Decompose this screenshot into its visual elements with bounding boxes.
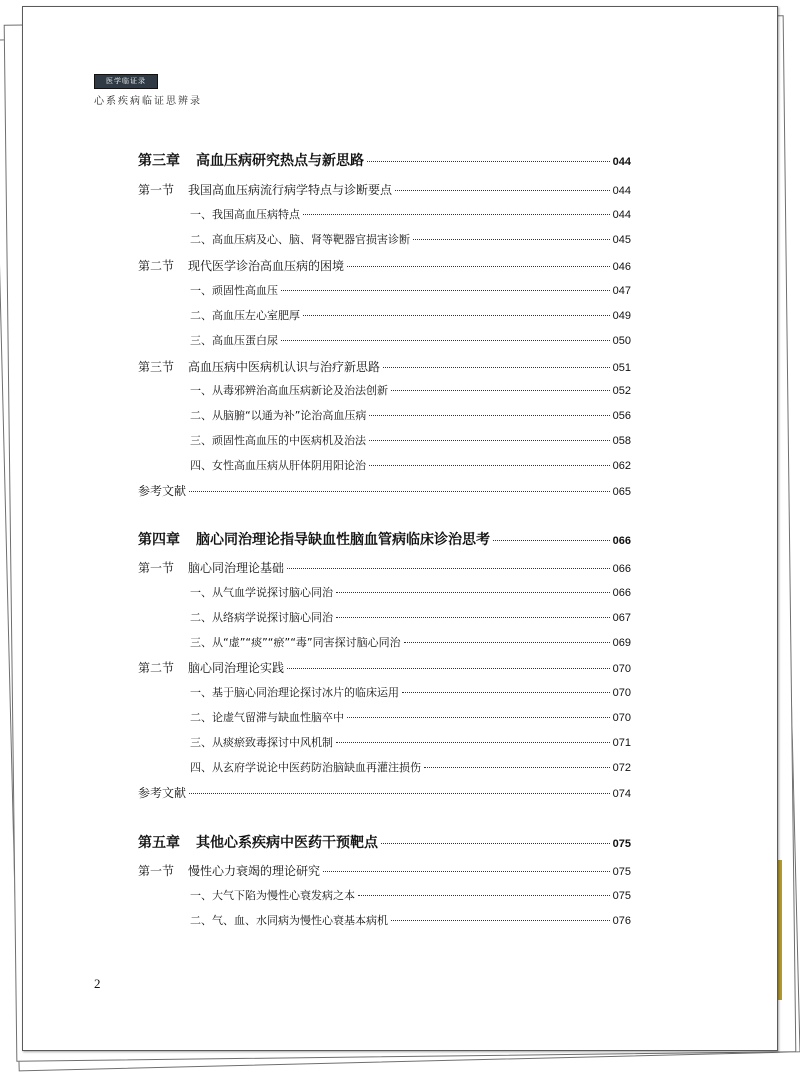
toc-entry-page: 044 xyxy=(612,209,631,221)
toc-entry-page: 050 xyxy=(612,335,631,347)
dot-leader xyxy=(391,920,610,921)
toc-entry-title: 脑心同治理论指导缺血性脑血管病临床诊治思考 xyxy=(196,532,490,548)
toc-entry-title: 一、从气血学说探讨脑心同治 xyxy=(190,586,333,599)
toc-entry-page: 074 xyxy=(612,788,631,800)
toc-entry-title: 四、女性高血压病从肝体阴用阳论治 xyxy=(190,459,366,472)
toc-entry-ref[interactable] xyxy=(138,784,631,801)
toc-entry-sub[interactable] xyxy=(190,432,631,448)
toc-entry-label xyxy=(138,784,186,801)
toc-entry-title: 三、顽固性高血压的中医病机及治法 xyxy=(190,434,366,447)
toc-entry-sub[interactable] xyxy=(190,407,631,423)
toc-entry-sub[interactable] xyxy=(190,206,631,222)
toc-entry-title: 慢性心力衰竭的理论研究 xyxy=(188,864,321,878)
toc-entry-title: 脑心同治理论实践 xyxy=(188,661,285,675)
toc-entry-label xyxy=(190,912,388,928)
toc-entry-page: 045 xyxy=(612,234,631,246)
toc-entry-chapter[interactable] xyxy=(138,832,631,852)
toc-entry-label xyxy=(138,257,344,274)
dot-leader xyxy=(347,717,610,718)
toc-entry-label xyxy=(138,150,364,170)
page-number: 2 xyxy=(94,976,101,991)
toc-entry-title: 二、高血压左心室肥厚 xyxy=(190,309,300,322)
toc-entry-sub[interactable] xyxy=(190,307,631,323)
toc-entry-title: 现代医学诊治高血压病的困境 xyxy=(188,259,345,273)
toc-entry-section[interactable] xyxy=(138,358,631,375)
toc-entry-page: 075 xyxy=(612,866,631,878)
toc-entry-title: 二、论虚气留滞与缺血性脑卒中 xyxy=(190,711,344,724)
toc-entry-section[interactable] xyxy=(138,181,631,198)
toc-entry-label xyxy=(190,332,278,348)
toc-entry-number: 第一节 xyxy=(138,864,175,878)
dot-leader xyxy=(402,692,610,693)
toc-entry-sub[interactable] xyxy=(190,382,631,398)
series-logo: 医学临证录 xyxy=(94,74,158,89)
dot-leader xyxy=(369,465,610,466)
dot-leader xyxy=(281,340,610,341)
toc-entry-title: 二、气、血、水同病为慢性心衰基本病机 xyxy=(190,914,388,927)
toc-entry-page: 052 xyxy=(612,385,631,397)
toc-entry-page: 072 xyxy=(612,762,631,774)
dot-leader xyxy=(336,742,610,743)
toc-entry-number: 第三章 xyxy=(138,153,180,169)
toc-entry-label xyxy=(190,231,410,247)
toc-entry-page: 069 xyxy=(612,637,631,649)
dot-leader xyxy=(381,843,610,844)
toc-entry-label xyxy=(190,584,333,600)
toc-entry-title: 高血压病研究热点与新思路 xyxy=(196,153,364,169)
toc-entry-number: 第四章 xyxy=(138,532,180,548)
toc-entry-label xyxy=(138,181,392,198)
toc-entry-page: 075 xyxy=(612,838,631,850)
toc-entry-ref[interactable] xyxy=(138,482,631,499)
toc-entry-page: 044 xyxy=(612,185,631,197)
toc-entry-sub[interactable] xyxy=(190,231,631,247)
toc-entry-label xyxy=(138,529,490,549)
dot-leader xyxy=(323,871,610,872)
toc-entry-label xyxy=(138,862,320,879)
toc-entry-page: 067 xyxy=(612,612,631,624)
dot-leader xyxy=(303,315,610,316)
toc-entry-title: 三、高血压蛋白尿 xyxy=(190,334,278,347)
toc-entry-title: 我国高血压病流行病学特点与诊断要点 xyxy=(188,183,393,197)
toc-entry-title: 一、基于脑心同治理论探讨冰片的临床运用 xyxy=(190,686,399,699)
toc-entry-label xyxy=(138,832,378,852)
toc-entry-number: 第三节 xyxy=(138,360,175,374)
toc-entry-label xyxy=(190,634,401,650)
toc-entry-title: 脑心同治理论基础 xyxy=(188,561,285,575)
toc-entry-title: 其他心系疾病中医药干预靶点 xyxy=(196,835,378,851)
book-title: 心系疾病临证思辨录 xyxy=(94,96,202,107)
toc-entry-title: 三、从“虚”“痰”“瘀”“毒”同害探讨脑心同治 xyxy=(190,636,401,649)
toc-entry-number: 第一节 xyxy=(138,183,175,197)
toc-entry-label xyxy=(190,684,399,700)
dot-leader xyxy=(367,161,610,162)
toc-entry-sub[interactable] xyxy=(190,609,631,625)
dot-leader xyxy=(189,491,610,492)
toc-entry-title: 二、从脑腑“以通为补”论治高血压病 xyxy=(190,409,367,422)
toc-entry-label xyxy=(190,609,333,625)
toc-entry-sub[interactable] xyxy=(190,684,631,700)
toc-entry-page: 075 xyxy=(612,890,631,902)
dot-leader xyxy=(413,239,610,240)
dot-leader xyxy=(336,617,610,618)
toc-entry-number: 第二节 xyxy=(138,259,175,273)
dot-leader xyxy=(369,440,610,441)
toc-entry-page: 071 xyxy=(612,737,631,749)
toc-entry-title: 一、顽固性高血压 xyxy=(190,284,278,297)
toc-entry-label xyxy=(190,382,388,398)
dot-leader xyxy=(404,642,610,643)
toc-entry-label xyxy=(138,559,284,576)
toc-entry-sub[interactable] xyxy=(190,912,631,928)
toc-entry-page: 062 xyxy=(612,460,631,472)
toc-entry-label xyxy=(138,482,186,499)
toc-entry-label xyxy=(190,432,366,448)
toc-entry-section[interactable] xyxy=(138,559,631,576)
toc-entry-page: 044 xyxy=(612,156,631,168)
toc-entry-label xyxy=(190,734,333,750)
toc-entry-title: 二、从络病学说探讨脑心同治 xyxy=(190,611,333,624)
toc-entry-page: 058 xyxy=(612,435,631,447)
toc-entry-sub[interactable] xyxy=(190,457,631,473)
toc-entry-label xyxy=(190,709,344,725)
toc-entry-label xyxy=(138,659,284,676)
toc-entry-sub[interactable] xyxy=(190,709,631,725)
dot-leader xyxy=(287,668,610,669)
toc-entry-chapter[interactable] xyxy=(138,529,631,549)
toc-entry-page: 066 xyxy=(612,535,631,547)
toc-entry-title: 参考文献 xyxy=(138,484,187,498)
dot-leader xyxy=(358,895,610,896)
dot-leader xyxy=(395,190,610,191)
dot-leader xyxy=(383,367,610,368)
dot-leader xyxy=(303,214,610,215)
toc-entry-label xyxy=(190,407,366,423)
toc-entry-sub[interactable] xyxy=(190,887,631,903)
toc-entry-label xyxy=(138,358,380,375)
toc-entry-label xyxy=(190,759,421,775)
toc-entry-title: 三、从痰瘀致毒探讨中风机制 xyxy=(190,736,333,749)
toc-entry-title: 高血压病中医病机认识与治疗新思路 xyxy=(188,360,381,374)
toc-entry-title: 一、从毒邪辨治高血压病新论及治法创新 xyxy=(190,384,388,397)
toc-entry-page: 070 xyxy=(612,712,631,724)
dot-leader xyxy=(369,415,609,416)
toc-entry-label xyxy=(190,206,300,222)
toc-entry-sub[interactable] xyxy=(190,584,631,600)
toc-entry-sub[interactable] xyxy=(190,634,631,650)
dot-leader xyxy=(347,266,610,267)
toc-entry-sub[interactable] xyxy=(190,332,631,348)
toc-entry-section[interactable] xyxy=(138,257,631,274)
toc-entry-page: 076 xyxy=(612,915,631,927)
toc-entry-page: 066 xyxy=(612,587,631,599)
dot-leader xyxy=(287,568,610,569)
toc-entry-sub[interactable] xyxy=(190,734,631,750)
toc-entry-page: 056 xyxy=(612,410,631,422)
toc-entry-label xyxy=(190,887,355,903)
toc-entry-chapter[interactable] xyxy=(138,150,631,170)
toc-entry-title: 四、从玄府学说论中医药防治脑缺血再灌注损伤 xyxy=(190,761,421,774)
dot-leader xyxy=(281,290,610,291)
toc-entry-page: 065 xyxy=(612,486,631,498)
toc-entry-section[interactable] xyxy=(138,862,631,879)
dot-leader xyxy=(336,592,610,593)
toc-entry-title: 参考文献 xyxy=(138,786,187,800)
toc-entry-label xyxy=(190,282,278,298)
toc-entry-title: 二、高血压病及心、脑、肾等靶器官损害诊断 xyxy=(190,233,410,246)
toc-entry-number: 第一节 xyxy=(138,561,175,575)
toc-entry-title: 一、我国高血压病特点 xyxy=(190,208,300,221)
toc-entry-section[interactable] xyxy=(138,659,631,676)
toc-entry-page: 051 xyxy=(612,362,631,374)
dot-leader xyxy=(424,767,610,768)
toc-entry-label xyxy=(190,307,300,323)
toc-entry-page: 047 xyxy=(612,285,631,297)
toc-entry-sub[interactable] xyxy=(190,759,631,775)
dot-leader xyxy=(391,390,610,391)
toc-entry-page: 049 xyxy=(612,310,631,322)
toc-entry-page: 070 xyxy=(612,687,631,699)
toc-entry-title: 一、大气下陷为慢性心衰发病之本 xyxy=(190,889,355,902)
toc-entry-number: 第二节 xyxy=(138,661,175,675)
toc-entry-page: 066 xyxy=(612,563,631,575)
toc-entry-number: 第五章 xyxy=(138,835,180,851)
dot-leader xyxy=(493,540,610,541)
toc-entry-page: 070 xyxy=(612,663,631,675)
toc-entry-sub[interactable] xyxy=(190,282,631,298)
dot-leader xyxy=(189,793,610,794)
toc-entry-label xyxy=(190,457,366,473)
toc-entry-page: 046 xyxy=(612,261,631,273)
